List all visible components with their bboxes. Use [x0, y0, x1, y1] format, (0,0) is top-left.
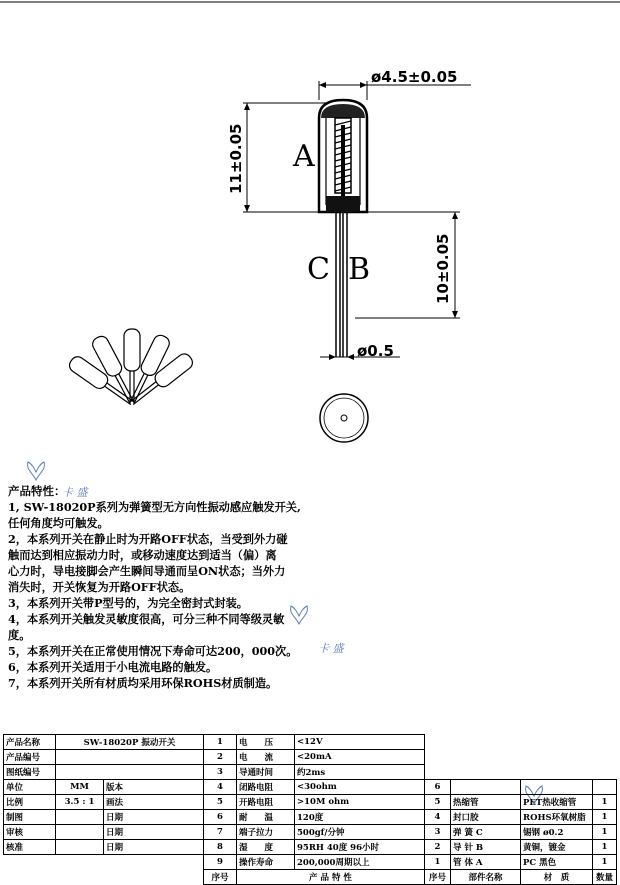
table-row [4, 765, 617, 780]
part-no: 1 [425, 855, 451, 870]
part-material [521, 780, 593, 795]
part-material: 锡钢 ø0.2 [521, 825, 593, 840]
unit-label: 单位 [4, 780, 56, 795]
part-qty: 1 [593, 810, 617, 825]
table-row [4, 840, 617, 855]
part-label-a: A [293, 139, 315, 174]
table-row [4, 870, 617, 885]
spec-no: 1 [204, 735, 237, 750]
part-no: 5 [425, 795, 451, 810]
table-row [4, 825, 617, 840]
part-qty: 1 [593, 855, 617, 870]
feature-line: 5，本系列开关在正常使用情况下寿命可达200，000次。 [8, 644, 298, 658]
feature-line: 6，本系列开关适用于小电流电路的触发。 [8, 660, 218, 674]
table-row [4, 810, 617, 825]
part-no: 6 [425, 780, 451, 795]
part-name [451, 780, 521, 795]
product-features [8, 483, 328, 691]
feature-line: 消失时，开关恢复为开路OFF状态。 [8, 580, 191, 594]
part-no: 4 [425, 810, 451, 825]
spec-name: 操作寿命 [237, 855, 295, 870]
spec-footer-name: 产 品 特 性 [237, 870, 425, 885]
part-qty: 1 [593, 840, 617, 855]
spec-value: <30ohm [295, 780, 425, 795]
table-row [4, 735, 617, 750]
spec-name: 耐 温 [237, 810, 295, 825]
part-no: 2 [425, 840, 451, 855]
make-label: 制图 [4, 810, 56, 825]
product-name-label: 产品名称 [4, 735, 56, 750]
features-title: 产品特性： [8, 484, 66, 498]
spec-name: 湿 度 [237, 840, 295, 855]
end-view-circle [320, 394, 368, 442]
spec-value: <20mA [295, 750, 425, 765]
part-name: 导 针 B [451, 840, 521, 855]
spec-value: 约2ms [295, 765, 425, 780]
part-name: 封口胶 [451, 810, 521, 825]
drawing-no-label: 图纸编号 [4, 765, 56, 780]
version-label: 版本 [104, 780, 204, 795]
feature-line: 4，本系列开关触发灵敏度很高，可分三种不同等级灵敏 [8, 612, 285, 626]
feature-line: 7，本系列开关所有材质均采用环保ROHS材质制造。 [8, 676, 278, 690]
spec-value: >10M ohm [295, 795, 425, 810]
dim-lead-length-text: 10±0.05 [434, 233, 452, 304]
part-no: 3 [425, 825, 451, 840]
switch-body [319, 100, 367, 212]
spec-name: 端子拉力 [237, 825, 295, 840]
approve-label: 核准 [4, 840, 56, 855]
spec-value: <12V [295, 735, 425, 750]
parts-footer-material: 材 质 [521, 870, 593, 885]
part-name: 管 体 A [451, 855, 521, 870]
spec-no: 4 [204, 780, 237, 795]
drawn-by-label: 画法 [104, 795, 204, 810]
table-row [4, 795, 617, 810]
parts-footer-no: 序号 [425, 870, 451, 885]
spec-value: 500gf/分钟 [295, 825, 425, 840]
spec-name: 闭路电阻 [237, 780, 295, 795]
part-material: 黄铜，镀金 [521, 840, 593, 855]
feature-line: 心力时，导电接脚会产生瞬间导通而呈ON状态；当外力 [8, 564, 286, 578]
switch-leads [336, 212, 347, 357]
review-label: 审核 [4, 825, 56, 840]
spec-name: 电 压 [237, 735, 295, 750]
spec-no: 9 [204, 855, 237, 870]
date-label: 日期 [104, 825, 204, 840]
unit-value: MM [56, 780, 104, 795]
part-qty [593, 780, 617, 795]
spec-no: 8 [204, 840, 237, 855]
feature-line: 触而达到相应振动力时，或移动速度达到适当（偏）离 [8, 548, 277, 562]
feature-line: 1, SW-18020P系列为弹簧型无方向性振动感应触发开关, [8, 500, 301, 514]
date-label: 日期 [104, 840, 204, 855]
spec-no: 2 [204, 750, 237, 765]
part-qty: 1 [593, 825, 617, 840]
part-label-c: C [307, 252, 330, 287]
title-block-table [3, 734, 617, 885]
dim-body-height-text: 11±0.05 [227, 123, 245, 194]
orientation-fan-illustration [67, 329, 195, 410]
product-name-value: SW-18020P 振动开关 [56, 735, 204, 750]
feature-line: 任何角度均可触发。 [8, 516, 109, 530]
parts-footer-qty: 数量 [593, 870, 617, 885]
spec-no: 3 [204, 765, 237, 780]
part-label-b: B [348, 252, 371, 287]
date-label: 日期 [104, 810, 204, 825]
scale-value: 3.5 : 1 [56, 795, 104, 810]
part-qty: 1 [593, 795, 617, 810]
spec-value: 200,000周期以上 [295, 855, 425, 870]
parts-footer-name: 部件名称 [451, 870, 521, 885]
part-material: ROHS环氧树脂 [521, 810, 593, 825]
spec-value: 120度 [295, 810, 425, 825]
scale-label: 比例 [4, 795, 56, 810]
spec-no: 6 [204, 810, 237, 825]
part-name: 弹 簧 C [451, 825, 521, 840]
part-material: PC 黑色 [521, 855, 593, 870]
dim-diameter-top-text: ø4.5±0.05 [371, 68, 458, 86]
part-material: PET热收缩管 [521, 795, 593, 810]
watermark-text: 卡 盛 [62, 486, 88, 499]
table-row [4, 750, 617, 765]
product-code-label: 产品编号 [4, 750, 56, 765]
part-name: 热缩管 [451, 795, 521, 810]
spec-name: 开路电阻 [237, 795, 295, 810]
feature-line: 度。 [8, 628, 31, 642]
spec-no: 7 [204, 825, 237, 840]
feature-line: 3，本系列开关带P型号的，为完全密封式封装。 [8, 596, 248, 610]
table-row [4, 780, 617, 795]
spec-name: 导通时间 [237, 765, 295, 780]
spec-value: 95RH 40度 96小时 [295, 840, 425, 855]
butterfly-icon [22, 458, 50, 484]
table-row [4, 855, 617, 870]
feature-line: 2，本系列开关在静止时为开路OFF状态，当受到外力碰 [8, 532, 288, 546]
dimension-body-height [243, 103, 328, 212]
spec-footer-no: 序号 [204, 870, 237, 885]
watermark-text-2: 卡 盛 [318, 642, 344, 655]
spec-no: 5 [204, 795, 237, 810]
dim-lead-diameter-text: ø0.5 [357, 342, 394, 360]
spec-name: 电 流 [237, 750, 295, 765]
